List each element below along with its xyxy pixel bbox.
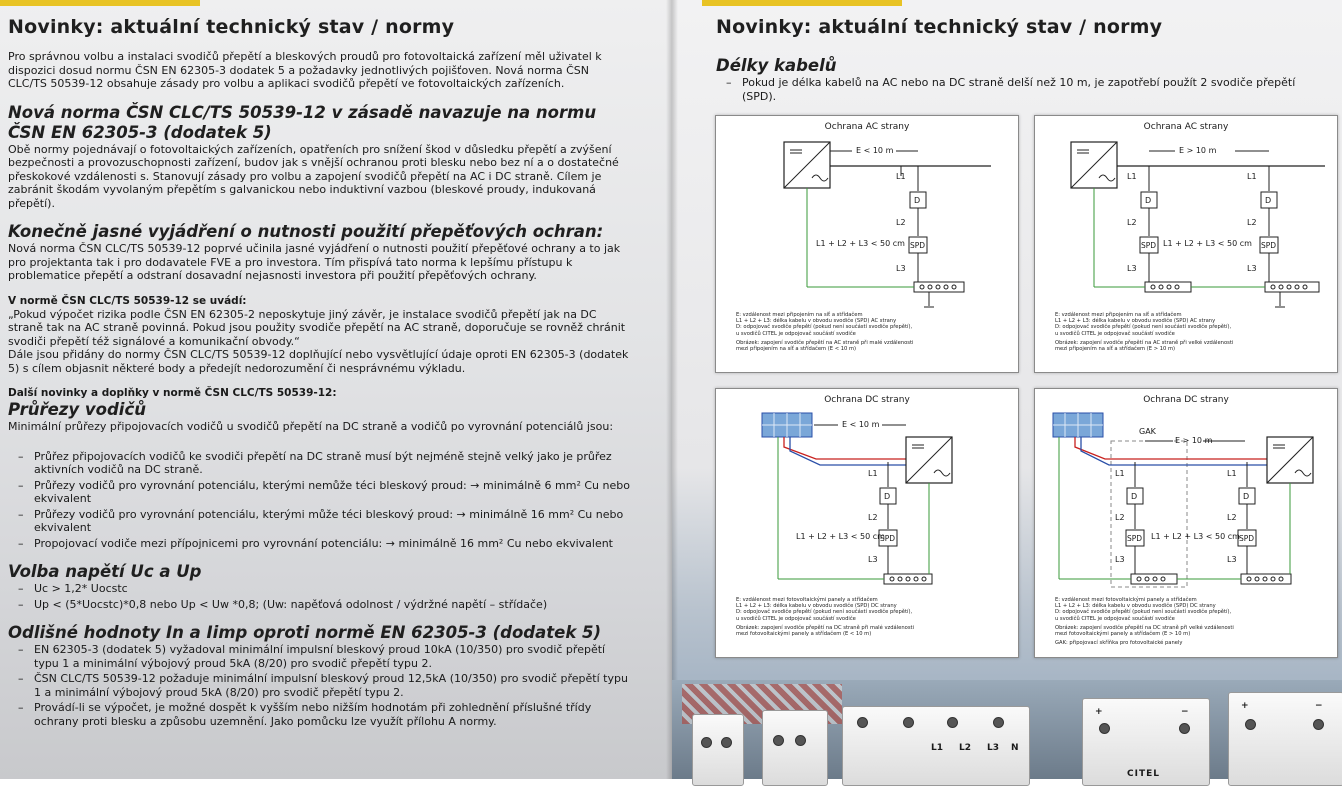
list-item: – ČSN CLC/TS 50539-12 požaduje minimální impulsní bleskový proud 12,5kA (10/350) pro svodič přepětí typu 1 a minimální výbojový proud 5kA (8/20) pro svodič přepětí typu 2.: [18, 672, 630, 699]
caption-line: E: vzdálenost mezi připojením na síť a střídačem: [1055, 312, 1182, 318]
disconnector-label: D: [1131, 492, 1138, 501]
caption-line: u svodičů CITEL je odpojovač součástí svodiče: [736, 615, 856, 622]
caption-line: Obrázek: zapojení svodiče přepětí na AC straně při velké vzdálenosti: [1055, 339, 1234, 346]
diagram-caption: [1055, 312, 1325, 352]
section-heading: Nová norma ČSN CLC/TS 50539-12 v zásadě navazuje na normu ČSN EN 62305-3 (dodatek 5): [8, 102, 597, 142]
terminal-screw: [1099, 723, 1110, 734]
cable-length-label: L1 + L2 + L3 < 50 cm: [796, 532, 885, 541]
section-subheading: Další novinky a doplňky v normě ČSN CLC/TS 50539-12:: [8, 387, 337, 399]
l1-label: L1: [1115, 469, 1125, 478]
terminal-screw: [773, 735, 784, 746]
page-title: Novinky: aktuální technický stav / normy: [716, 16, 1163, 38]
dc-plus-wire: [1075, 437, 1267, 459]
diagram-caption: [736, 312, 1006, 352]
distance-label: E > 10 m: [1179, 146, 1217, 155]
l1-label: L1: [1247, 172, 1257, 181]
terminal-screw: [721, 737, 732, 748]
list-item: – Pokud je délka kabelů na AC nebo na DC straně delší než 10 m, je zapotřebí použít 2 svodiče přepětí (SPD).: [726, 76, 1316, 104]
list-item: – Průřezy vodičů pro vyrovnání potenciálu, kterými může téci bleskový proud: → minimálně 16 mm² Cu nebo ekvivalent: [18, 508, 630, 535]
diagram-title: Ochrana DC strany: [1143, 395, 1229, 405]
spd-label: SPD: [1261, 241, 1277, 250]
caption-line: D: odpojovač svodiče přepětí (pokud není součástí svodiče přepětí),: [1055, 324, 1232, 331]
disconnector-label: D: [1243, 492, 1250, 501]
phase-label: L3: [987, 743, 999, 753]
caption-line: L1 + L2 + L3: délka kabelu v obvodu svodiče (SPD) AC strany: [736, 318, 897, 325]
title-accent-bar: [702, 0, 902, 6]
busbar: [1265, 282, 1319, 292]
distance-label: E < 10 m: [842, 420, 880, 429]
dc-plus-wire: [784, 437, 906, 459]
l3-label: L3: [868, 555, 878, 564]
l3-label: L3: [1115, 555, 1125, 564]
dc-minus-wire: [790, 437, 906, 465]
section-heading: Průřezy vodičů: [8, 400, 146, 419]
caption-line: E: vzdálenost mezi fotovoltaickými panely a střídačem: [1055, 597, 1197, 603]
caption-line: mezi fotovoltaickými panely a střídačem (E < 10 m): [736, 631, 872, 638]
section-heading: Volba napětí Uc a Up: [8, 562, 202, 581]
distance-label: E > 10 m: [1175, 436, 1213, 445]
l3-label: L3: [1227, 555, 1237, 564]
phase-label: N: [1011, 743, 1019, 753]
list-item: – Propojovací vodiče mezi přípojnicemi pro vyrovnání potenciálu: → minimálně 16 mm² Cu nebo ekvivalent: [18, 537, 630, 551]
book-gutter: [666, 0, 678, 779]
polarity-label: −: [1315, 701, 1323, 711]
norm-quote: „Pokud výpočet rizika podle ČSN EN 62305-2 neposkytuje jiný závěr, je instalace svodičů přepětí jak na DC straně tak na AC straně povinná. Pokud jsou použity svodiče přepětí na AC straně, doporučuje se rovněž chránit svodiči přepětí též signálové a komunikační obvody.“: [8, 307, 626, 348]
diagram-dc-short: [715, 388, 1019, 658]
diagram-caption: [1055, 597, 1325, 646]
values-list: [8, 643, 630, 728]
l1-label: L1: [1227, 469, 1237, 478]
caption-line: u svodičů CITEL je odpojovač součástí svodiče: [736, 330, 856, 337]
title-accent-bar: [0, 0, 200, 6]
cable-length-label: L1 + L2 + L3 < 50 cm: [1151, 532, 1240, 541]
section-heading: Konečně jasné vyjádření o nutnosti použití přepěťových ochran:: [8, 222, 604, 241]
terminal-screw: [903, 717, 914, 728]
diagram-caption: [736, 597, 1006, 637]
disconnector-label: D: [914, 196, 921, 205]
caption-line: mezi fotovoltaickými panely a střídačem (E > 10 m): [1055, 631, 1191, 638]
terminal-screw: [1245, 719, 1256, 730]
section-heading: Délky kabelů: [716, 56, 837, 75]
caption-line: L1 + L2 + L3: délka kabelu v obvodu svodiče (SPD) AC strany: [1055, 318, 1216, 325]
section-text: Minimální průřezy připojovacích vodičů u svodičů přepětí na DC straně a vodičů po vyrovnání potenciálů jsou:: [8, 420, 614, 433]
caption-line: GAK: připojovací skříňka pro fotovoltaické panely: [1055, 640, 1183, 647]
caption-line: L1 + L2 + L3: délka kabelu v obvodu svodiče (SPD) DC strany: [1055, 603, 1216, 610]
cable-length-label: L1 + L2 + L3 < 50 cm: [816, 239, 905, 248]
page-title: Novinky: aktuální technický stav / normy: [8, 16, 455, 38]
busbar: [1131, 574, 1177, 584]
right-content: [716, 56, 1316, 106]
dc-spd-device: [1082, 698, 1210, 786]
spd-module: [692, 714, 744, 786]
distance-label: E < 10 m: [856, 146, 894, 155]
spd-label: SPD: [1141, 241, 1157, 250]
l2-label: L2: [1247, 218, 1257, 227]
l2-label: L2: [1227, 513, 1237, 522]
terminal-screw: [795, 735, 806, 746]
l2-label: L2: [1127, 218, 1137, 227]
l2-label: L2: [896, 218, 906, 227]
disconnector-label: D: [1145, 196, 1152, 205]
spd-label: SPD: [1127, 534, 1143, 543]
l1-label: L1: [896, 172, 906, 181]
list-item: – Up < (5*Uocstc)*0,8 nebo Up < Uw *0,8; (Uw: napěťová odolnost / výdržné napětí – střídače): [18, 598, 630, 612]
l3-label: L3: [1247, 264, 1257, 273]
l1-label: L1: [1127, 172, 1137, 181]
cable-length-list: [716, 76, 1316, 104]
cross-section-list: [8, 450, 630, 551]
busbar: [884, 574, 932, 584]
spd-label: SPD: [1239, 534, 1255, 543]
brand-logo: CITEL: [1127, 769, 1160, 779]
disconnector-label: D: [884, 492, 891, 501]
l3-label: L3: [896, 264, 906, 273]
phase-label: L1: [931, 743, 943, 753]
l2-label: L2: [1115, 513, 1125, 522]
voltage-list: [8, 582, 630, 611]
caption-line: L1 + L2 + L3: délka kabelu v obvodu svodiče (SPD) DC strany: [736, 603, 897, 610]
polarity-label: +: [1241, 701, 1249, 711]
terminal-screw: [947, 717, 958, 728]
l1-label: L1: [868, 469, 878, 478]
caption-line: D: odpojovač svodiče přepětí (pokud není součástí svodiče přepětí),: [736, 324, 913, 331]
gak-label: GAK: [1139, 427, 1156, 436]
polarity-label: −: [1181, 707, 1189, 717]
product-photo-strip: [672, 680, 1342, 779]
list-item: – Průřez připojovacích vodičů ke svodiči přepětí na DC straně musí být nejméně stejně velký jako je průřez aktivních vodičů na DC straně.: [18, 450, 630, 477]
caption-line: u svodičů CITEL je odpojovač součástí svodiče: [1055, 615, 1175, 622]
section-text: Obě normy pojednávají o fotovoltaických zařízeních, opatřeních pro snížení škod v důsledku přepětí a zvýšení bezpečnosti a provozuschopnosti zařízení, budov jak s vnější ochranou proti blesku nebo bez ní a o dostatečné přeskokové vzdálenosti s. Stanovují zásady pro volbu a zapojení svodičů přepětí na AC i DC straně. Cílem je zabránit škodám vyvolaným přepětím s galvanickou nebo induktivní vazbou (bleskové proudy, indukovaná přepětí).: [8, 142, 619, 210]
caption-line: E: vzdálenost mezi fotovoltaickými panely a střídačem: [736, 597, 878, 603]
caption-line: Obrázek: zapojení svodiče přepětí na AC straně při malé vzdálenosti: [736, 339, 914, 346]
caption-line: mezi připojením na síť a střídačem (E < 10 m): [736, 346, 857, 353]
list-item: – Průřezy vodičů pro vyrovnání potenciálu, kterými nemůže téci bleskový proud: → minimálně 6 mm² Cu nebo ekvivalent: [18, 479, 630, 506]
left-page: [0, 0, 672, 779]
diagram-title: Ochrana AC strany: [824, 122, 910, 132]
caption-line: Obrázek: zapojení svodiče přepětí na DC straně při malé vzdálenosti: [736, 624, 914, 631]
intro-paragraph: Pro správnou volbu a instalaci svodičů přepětí a bleskových proudů pro fotovoltaická zařízení měl uživatel k dispozici dosud normu ČSN EN 62305-3 dodatek 5 a požadavky jednotlivých pojišťoven. Nová norma ČSN CLC/TS 50539-12 obsahuje zásady pro volbu a aplikaci svodičů přepětí ve fotovoltaických zařízeních.: [8, 50, 602, 90]
diagram-dc-long: [1034, 388, 1338, 658]
diagram-title: Ochrana DC strany: [824, 395, 910, 405]
spd-module: [762, 710, 828, 786]
section-text: Nová norma ČSN CLC/TS 50539-12 poprvé učinila jasné vyjádření o nutnosti použití přepěťové ochrany a to jak pro projektanta tak i pro dodavatele FVE a pro investora. Tím přispívá tato norma k lepšímu přístupu k problematice přepětí a odstraní dosavadní nejasnosti investora při použití přepěťových ochrany.: [8, 242, 621, 282]
busbar: [1145, 282, 1191, 292]
diagram-ac-short: [715, 115, 1019, 373]
caption-line: u svodičů CITEL je odpojovač součástí svodiče: [1055, 330, 1175, 337]
polarity-label: +: [1095, 707, 1103, 717]
terminal-screw: [1179, 723, 1190, 734]
caption-line: D: odpojovač svodiče přepětí (pokud není součástí svodiče přepětí),: [1055, 609, 1232, 616]
terminal-screw: [1313, 719, 1324, 730]
caption-line: D: odpojovač svodiče přepětí (pokud není součástí svodiče přepětí),: [736, 609, 913, 616]
section-heading: Odlišné hodnoty In a Iimp oproti normě EN 62305-3 (dodatek 5): [8, 623, 602, 642]
terminal-screw: [993, 717, 1004, 728]
diagram-title: Ochrana AC strany: [1143, 122, 1229, 132]
diagram-ac-long: [1034, 115, 1338, 373]
dc-spd-device: [1228, 692, 1342, 786]
section-subheading: V normě ČSN CLC/TS 50539-12 se uvádí:: [8, 294, 247, 307]
terminal-screw: [701, 737, 712, 748]
section-text: Dále jsou přidány do normy ČSN CLC/TS 50539-12 doplňující nebo vysvětlující údaje oproti EN 62305-3 (dodatek 5) s cílem objasnit některé body a předejít nedorozumění či nesprávnému výkladu.: [8, 348, 629, 375]
disconnector-label: D: [1265, 196, 1272, 205]
phase-label: L2: [959, 743, 971, 753]
l3-label: L3: [1127, 264, 1137, 273]
spd-label: SPD: [910, 241, 926, 250]
caption-line: E: vzdálenost mezi připojením na síť a střídačem: [736, 312, 863, 318]
list-item: – Uc > 1,2* Uocstc: [18, 582, 630, 596]
ac-spd-device: [842, 706, 1030, 786]
caption-line: mezi připojením na síť a střídačem (E > 10 m): [1055, 346, 1176, 353]
caption-line: Obrázek: zapojení svodiče přepětí na DC straně při velké vzdálenosti: [1055, 624, 1234, 631]
terminal-screw: [857, 717, 868, 728]
l2-label: L2: [868, 513, 878, 522]
left-content: [8, 50, 630, 730]
spd-label: SPD: [880, 534, 896, 543]
list-item: – Provádí-li se výpočet, je možné dospět k vyšším nebo nižším hodnotám při zohlednění příslušné třídy ochrany proti blesku a způsobu uzemnění. Jako pomůcku lze využít přílohu A normy.: [18, 701, 630, 728]
cable-length-label: L1 + L2 + L3 < 50 cm: [1163, 239, 1252, 248]
list-item: – EN 62305-3 (dodatek 5) vyžadoval minimální impulsní bleskový proud 10kA (10/350) pro svodič přepětí typu 1 a minimální výbojový proud 5kA (8/20) pro svodič přepětí typu 2.: [18, 643, 630, 670]
